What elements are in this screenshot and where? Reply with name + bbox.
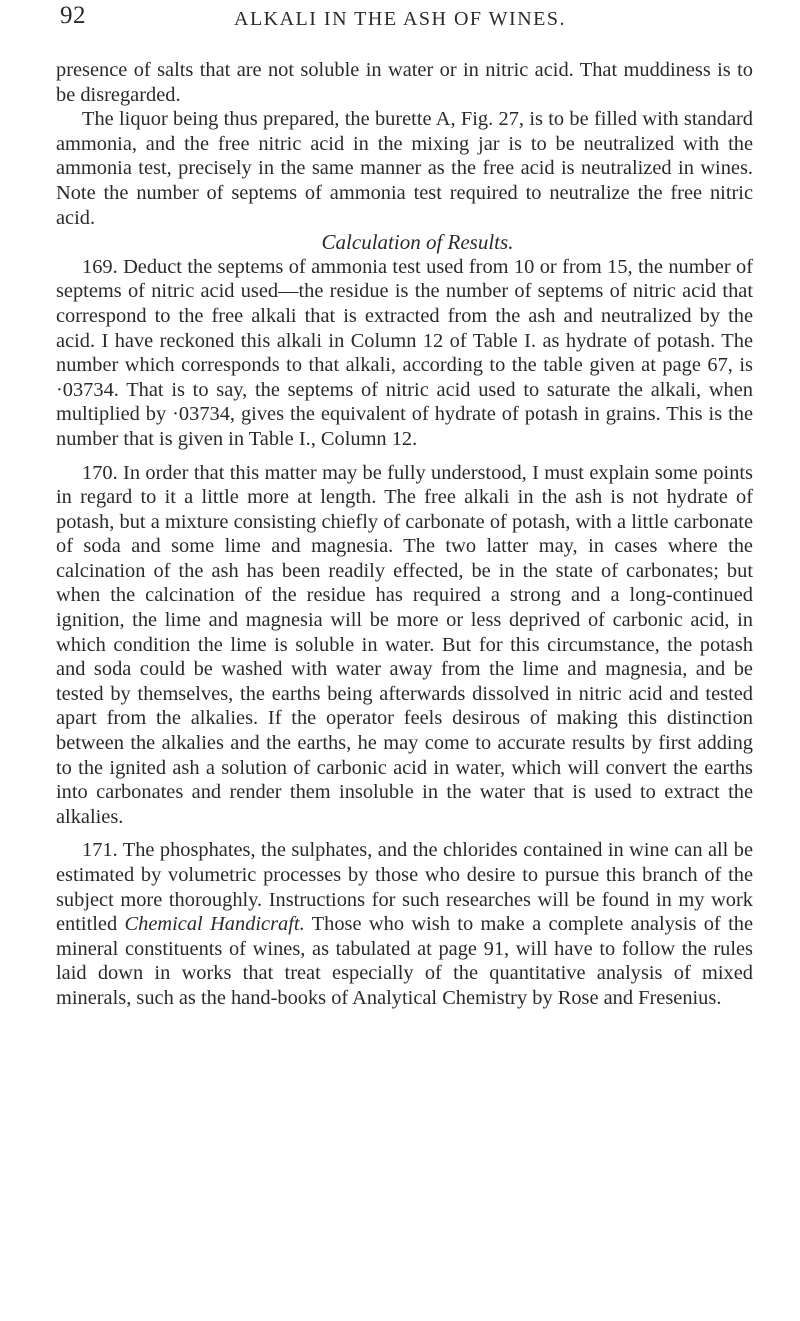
paragraph-171-text-b: Those who wish to make a complete analysis of the mineral constituents of wines, as tabulated at page 91, will have to follow the rules laid down in works that treat especially of the quantitative analysis of mixed minerals, such as the hand-books of Analytical Chemistry by Rose and Fresenius.	[56, 913, 754, 1009]
paragraph-169: 169. Deduct the septems of ammonia test used from 10 or from 15, the number of septems of nitric acid used—the residue is the number of septems of nitric acid that correspond to the free alkali that is extracted from the ash and neutralized by the acid. I have reckoned this alkali in Column 12 of Table I. as hydrate of potash. The number which corresponds to that alkali, according to the table given at page 67, is ·03734. That is to say, the septems of nitric acid used to saturate the alkali, when multiplied by ·03734, gives the equivalent of hydrate of potash in grains. This is the number that is given in Table I., Column 12.	[56, 255, 753, 450]
body-text	[56, 58, 753, 1011]
paragraph-171	[56, 838, 753, 1010]
book-title-chemical-handicraft: Chemical Handicraft.	[124, 913, 305, 936]
paragraph-continuation: presence of salts that are not soluble in water or in nitric acid. That muddiness is to be disregarded.	[56, 59, 753, 106]
paragraph-burette: The liquor being thus prepared, the burette A, Fig. 27, is to be filled with standard ammonia, and the free nitric acid in the mixing jar is to be neutralized with the ammonia test, precisely in the same manner as the free acid is neutralized in wines. Note the number of septems of ammonia test required to neutralize the free nitric acid.	[56, 108, 753, 229]
running-title: ALKALI IN THE ASH OF WINES.	[234, 8, 566, 30]
page-number: 92	[60, 2, 86, 29]
paragraph-171-text-a: 171. The phosphates, the sulphates, and the chlorides contained in wine can all be estimated by volumetric processes by those who desire to pursue this branch of the subject more thoroughly. Instructions for such researches will be found in my work entitled	[56, 839, 753, 936]
paragraph-170: 170. In order that this matter may be fully understood, I must explain some points in regard to it a little more at length. The free alkali in the ash is not hydrate of potash, but a mixture consisting chiefly of carbonate of potash, with a little carbonate of soda and some lime and magnesia. The two latter may, in cases where the calcination of the ash has been readily effected, be in the state of carbonates; but when the calcination of the residue has required a strong and a long-continued ignition, the lime and magnesia will be more or less deprived of carbonic acid, in which condition the lime is soluble in water. But for this circumstance, the potash and soda could be washed with water away from the lime and magnesia, and be tested by themselves, the earths being afterwards dissolved in nitric acid and tested apart from the alkalies. If the operator feels desirous of making this distinction between the alkalies and the earths, he may come to accurate results by first adding to the ignited ash a solution of carbonic acid in water, which will convert the earths into carbonates and render them insoluble in the water that is used to extract the alkalies.	[56, 461, 753, 828]
section-heading: Calculation of Results.	[321, 230, 514, 255]
